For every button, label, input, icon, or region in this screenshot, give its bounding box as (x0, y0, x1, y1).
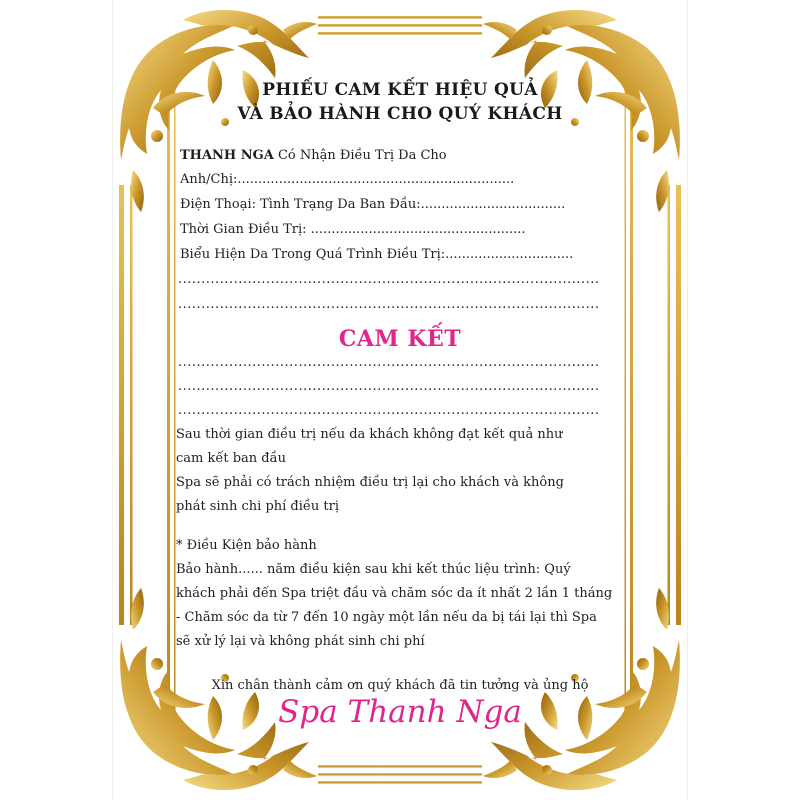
paragraph-line: phát sinh chi phí điều trị (176, 499, 340, 514)
warranty-line: khách phải đến Spa triệt đầu và chăm sóc da ít nhất 2 lần 1 tháng (176, 586, 613, 601)
commitment-blank-line: ........................................................................................... (178, 355, 600, 370)
intro-text: Có Nhận Điều Trị Da Cho (273, 148, 447, 163)
warranty-line: sẽ xử lý lại và không phát sinh chi phí (176, 634, 425, 649)
title-line-1: PHIẾU CAM KẾT HIỆU QUẢ (262, 80, 538, 100)
paragraph-line: cam kết ban đầu (176, 451, 286, 466)
top-border-lines (318, 16, 482, 35)
commitment-heading: CAM KẾT (338, 326, 462, 352)
thank-you-note: Xin chân thành cảm ơn quý khách đã tin tưởng và ủng hộ (211, 678, 589, 693)
warranty-line: Bảo hành...... năm điều kiện sau khi kết thúc liệu trình: Quý (176, 562, 571, 577)
phone-field: Điện Thoại: Tình Trạng Da Ban Đầu:................................... (180, 197, 566, 212)
commitment-blank-line: ........................................................................................... (178, 379, 600, 394)
blank-line: ........................................................................................... (178, 272, 600, 287)
paragraph-line: Spa sẽ phải có trách nhiệm điều trị lại cho khách và không (176, 475, 564, 490)
left-border-lines (119, 40, 176, 760)
customer-field: Anh/Chị:................................................................... (180, 172, 515, 187)
spa-signature: Spa Thanh Nga (278, 694, 522, 730)
warranty-heading: * Điều Kiện bảo hành (176, 538, 317, 553)
warranty-line: - Chăm sóc da từ 7 đến 10 ngày một lần nếu da bị tái lại thì Spa (176, 610, 597, 625)
commitment-blank-line: ........................................................................................... (178, 403, 600, 418)
title-line-2: VÀ BẢO HÀNH CHO QUÝ KHÁCH (237, 104, 563, 124)
brand-name: THANH NGA (180, 148, 274, 163)
blank-line: ........................................................................................... (178, 297, 600, 312)
paragraph-line: Sau thời gian điều trị nếu da khách không đạt kết quả như (176, 427, 563, 442)
treatment-time-field: Thời Gian Điều Trị: .................................................... (180, 222, 526, 237)
right-border-lines (625, 40, 682, 760)
intro-line (180, 148, 447, 163)
skin-signs-field: Biểu Hiện Da Trong Quá Trình Điều Trị:............................... (180, 247, 574, 262)
warranty-card (113, 0, 687, 800)
bottom-border-lines (318, 765, 482, 784)
